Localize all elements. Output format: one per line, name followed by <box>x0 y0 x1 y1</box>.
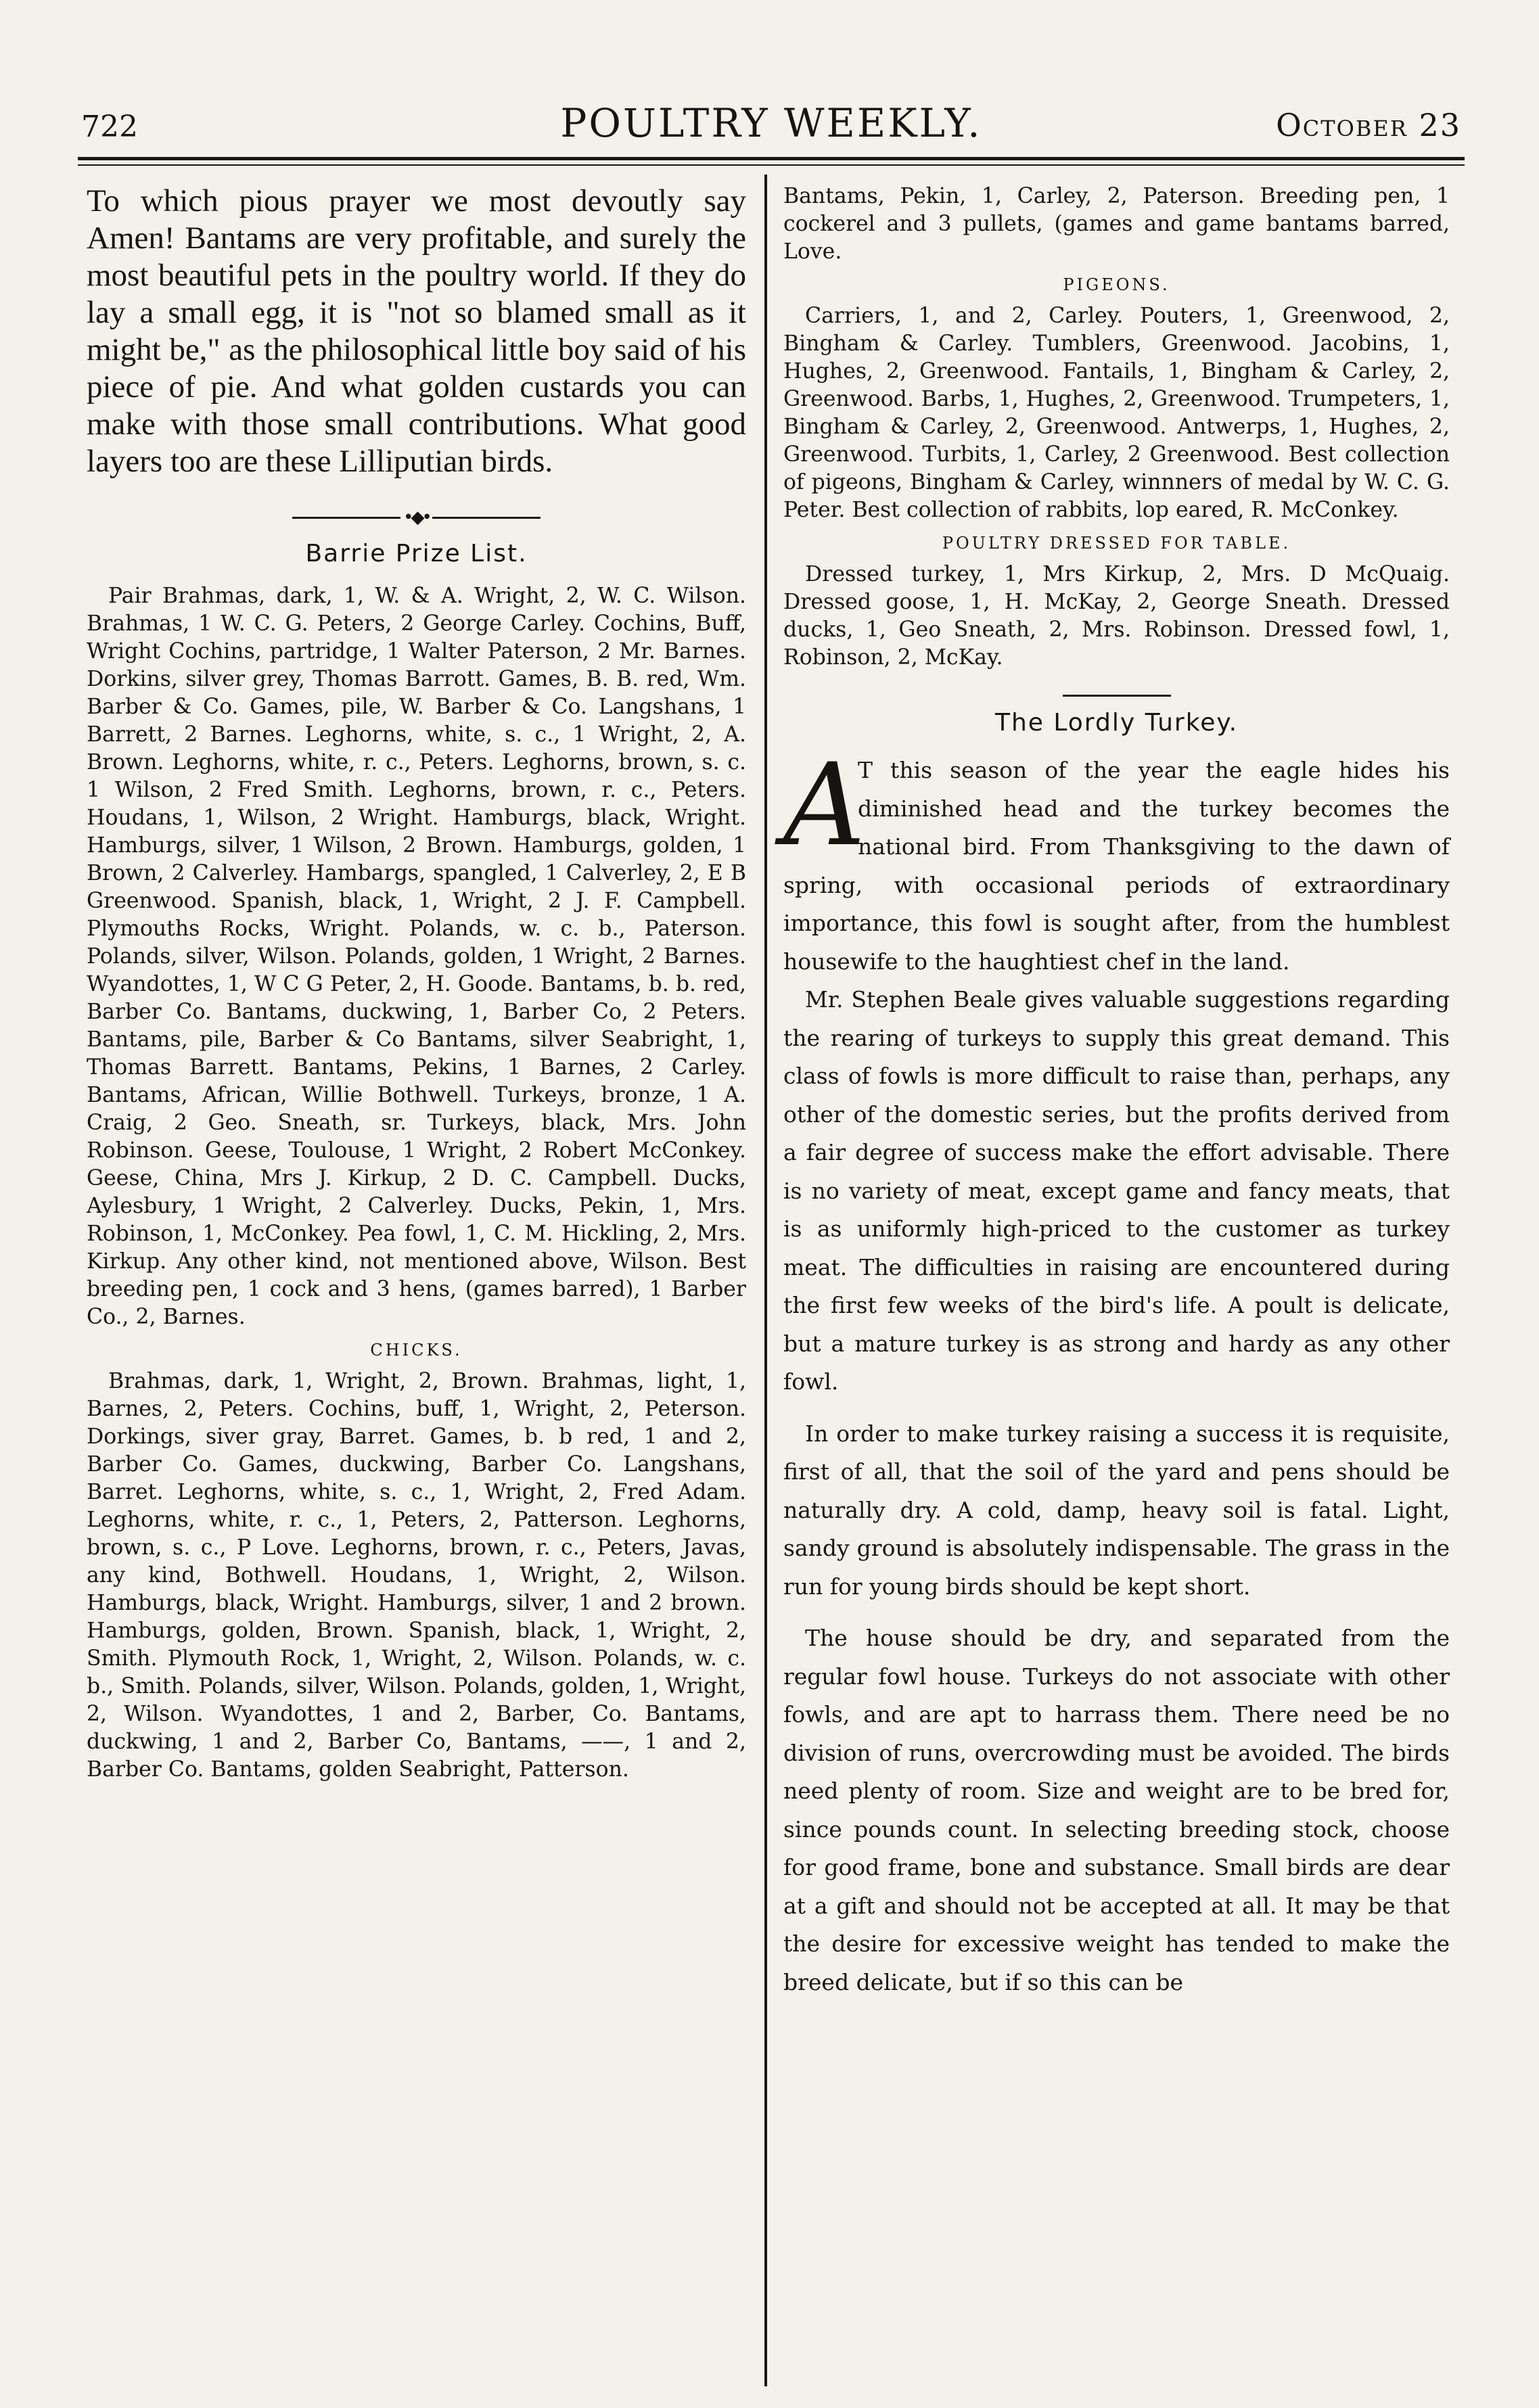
section-rule <box>1063 695 1171 697</box>
right-column <box>783 183 1450 2001</box>
section-ornament <box>87 507 746 528</box>
chicks-text: Brahmas, dark, 1, Wright, 2, Brown. Brahmas, light, 1, Barnes, 2, Peters. Cochins, buff, 1, Wright, 2, Peterson. Dorkings, siver gray, Barret. Games, b. b red, 1 and 2, Barber Co. Games, duckwing, Barber Co. Langshans, Barret. Leghorns, white, s. c., 1, Wright, 2, Fred Adam. Leghorns, white, r. c., 1, Peters, 2, Patterson. Leghorns, brown, s. c., P Love. Leghorns, brown, r. c., Peters, Javas, any kind, Bothwell. Houdans, 1, Wright, 2, Wilson. Hamburgs, black, Wright. Hamburgs, silver, 1 and 2 brown. Hamburgs, golden, Brown. Spanish, black, 1, Wright, 2, Smith. Plymouth Rock, 1, Wright, 2, Wilson. Polands, w. c. b., Smith. Polands, silver, Wilson. Polands, golden, 1, Wright, 2, Wilson. Wyandottes, 1 and 2, Barber, Co. Bantams, duckwing, 1 and 2, Barber Co, Bantams, ——, 1 and 2, Barber Co. Bantams, golden Seabright, Patterson. <box>87 1369 746 1782</box>
dressed-poultry-text: Dressed turkey, 1, Mrs Kirkup, 2, Mrs. D McQuaig. Dressed goose, 1, H. McKay, 2, George Sneath. Dressed ducks, 1, Geo Sneath, 2, Mrs. Robinson. Dressed fowl, 1, Robinson, 2, McKay. <box>783 562 1450 670</box>
ornament-line-right <box>432 517 541 519</box>
ornament-glyph: •◆• <box>403 507 430 528</box>
pigeons-text: Carriers, 1, and 2, Carley. Pouters, 1, Greenwood, 2, Bingham & Carley. Tumblers, Greenwood. Jacobins, 1, Hughes, 2, Greenwood. Fantails, 1, Bingham & Carley, 2, Greenwood. Barbs, 1, Hughes, 2, Greenwood. Trumpeters, 1, Bingham & Carley, 2, Greenwood. Antwerps, 1, Hughes, 2, Greenwood. Turbits, 1, Carley, 2 Greenwood. Best collection of pigeons, Bingham & Carley, winnners of medal by W. C. G. Peter. Best collection of rabbits, lop eared, R. McConkey. <box>783 304 1450 522</box>
ornament-line-left <box>292 517 400 519</box>
turkey-paragraph-2: Mr. Stephen Beale gives valuable suggestions regarding the rearing of turkeys to supply this great demand. This class of fowls is more difficult to raise than, perhaps, any other of the domestic series, but the profits derived from a fair degree of success make the effort advisable. There is no variety of meat, except game and fancy meats, that is as uniformly high-priced to the customer as turkey meat. The difficulties in raising are encountered during the first few weeks of the bird's life. A poult is delicate, but a mature turkey is as strong and hardy as any other fowl. <box>783 986 1450 1395</box>
prize-list-heading: Barrie Prize List. <box>305 540 528 568</box>
drop-cap: A <box>783 739 866 871</box>
turkey-paragraph-1: T this season of the year the eagle hides his diminished head and the turkey becomes the national bird. From Thanksgiving to the dawn of spring, with occasional periods of extraordinary importance, this fowl is sought after, from the humblest housewife to the haughtiest chef in the land. <box>783 757 1450 975</box>
intro-paragraph: To which pious prayer we most devoutly say Amen! Bantams are very profitable, and surely the most beautiful pets in the poultry world. If they do lay a small egg, it is "not so blamed small as it might be," as the philosophical little boy said of his piece of pie. And what golden custards you can make with those small contributions. What good layers too are these Lilliputian birds. <box>87 183 746 479</box>
page-number: 722 <box>81 110 138 144</box>
paragraph-gap <box>783 1606 1450 1619</box>
column-divider <box>764 175 767 2386</box>
turkey-heading: The Lordly Turkey. <box>994 709 1239 737</box>
header-rule-thick <box>78 157 1465 160</box>
paragraph-gap <box>783 1402 1450 1415</box>
left-column <box>87 183 746 1784</box>
page-header <box>81 95 1461 149</box>
publication-title: POULTRY WEEKLY. <box>560 100 982 146</box>
turkey-paragraph-3: In order to make turkey raising a success it is requisite, first of all, that the soil of the yard and pens should be naturally dry. A cold, damp, heavy soil is fatal. Light, sandy ground is absolutely indispensable. The grass in the run for young birds should be kept short. <box>783 1420 1450 1600</box>
chicks-heading: CHICKS. <box>370 1341 463 1360</box>
issue-date: October 23 <box>1276 107 1461 143</box>
prize-list-text: Pair Brahmas, dark, 1, W. & A. Wright, 2, W. C. Wilson. Brahmas, 1 W. C. G. Peters, 2 George Carley. Cochins, Buff, Wright Cochins, partridge, 1 Walter Paterson, 2 Mr. Barnes. Dorkins, silver grey, Thomas Barrott. Games, B. B. red, Wm. Barber & Co. Games, pile, W. Barber & Co. Langshans, 1 Barrett, 2 Barnes. Leghorns, white, s. c., 1 Wright, 2, A. Brown. Leghorns, white, r. c., Peters. Leghorns, brown, s. c. 1 Wilson, 2 Fred Smith. Leghorns, brown, r. c., Peters. Houdans, 1, Wilson, 2 Wright. Hamburgs, black, Wright. Hamburgs, silver, 1 Wilson, 2 Brown. Hamburgs, golden, 1 Brown, 2 Calverley. Hambargs, spangled, 1 Calverley, 2, E B Greenwood. Spanish, black, 1, Wright, 2 J. F. Campbell. Plymouths Rocks, Wright. Polands, w. c. b., Paterson. Polands, silver, Wilson. Polands, golden, 1 Wright, 2 Barnes. Wyandottes, 1, W C G Peter, 2, H. Goode. Bantams, b. b. red, Barber Co. Bantams, duckwing, 1, Barber Co, 2 Peters. Bantams, pile, Barber & Co Bantams, silver Seabright, 1, Thomas Barrett. Bantams, Pekins, 1 Barnes, 2 Carley. Bantams, African, Willie Bothwell. Turkeys, bronze, 1 A. Craig, 2 Geo. Sneath, sr. Turkeys, black, Mrs. John Robinson. Geese, Toulouse, 1 Wright, 2 Robert McConkey. Geese, China, Mrs J. Kirkup, 2 D. C. Campbell. Ducks, Aylesbury, 1 Wright, 2 Calverley. Ducks, Pekin, 1, Mrs. Robinson, 1, McConkey. Pea fowl, 1, C. M. Hickling, 2, Mrs. Kirkup. Any other kind, not mentioned above, Wilson. Best breeding pen, 1 cock and 3 hens, (games barred), 1 Barber Co., 2, Barnes. <box>87 584 746 1329</box>
header-rule-thin <box>78 164 1465 166</box>
pigeons-heading: PIGEONS. <box>1063 275 1170 294</box>
bantams-text: Bantams, Pekin, 1, Carley, 2, Paterson. Breeding pen, 1 cockerel and 3 pullets, (games and game bantams barred, Love. <box>783 184 1450 264</box>
turkey-article <box>783 739 1450 981</box>
dressed-poultry-heading: POULTRY DRESSED FOR TABLE. <box>942 534 1291 553</box>
turkey-paragraph-4: The house should be dry, and separated from the regular fowl house. Turkeys do not associate with other fowls, and are apt to harrass them. There need be no division of runs, overcrowding must be avoided. The birds need plenty of room. Size and weight are to be bred for, since pounds count. In selecting breeding stock, choose for good frame, bone and substance. Small birds are dear at a gift and should not be accepted at all. It may be that the desire for excessive weight has tended to make the breed delicate, but if so this can be <box>783 1625 1450 1995</box>
